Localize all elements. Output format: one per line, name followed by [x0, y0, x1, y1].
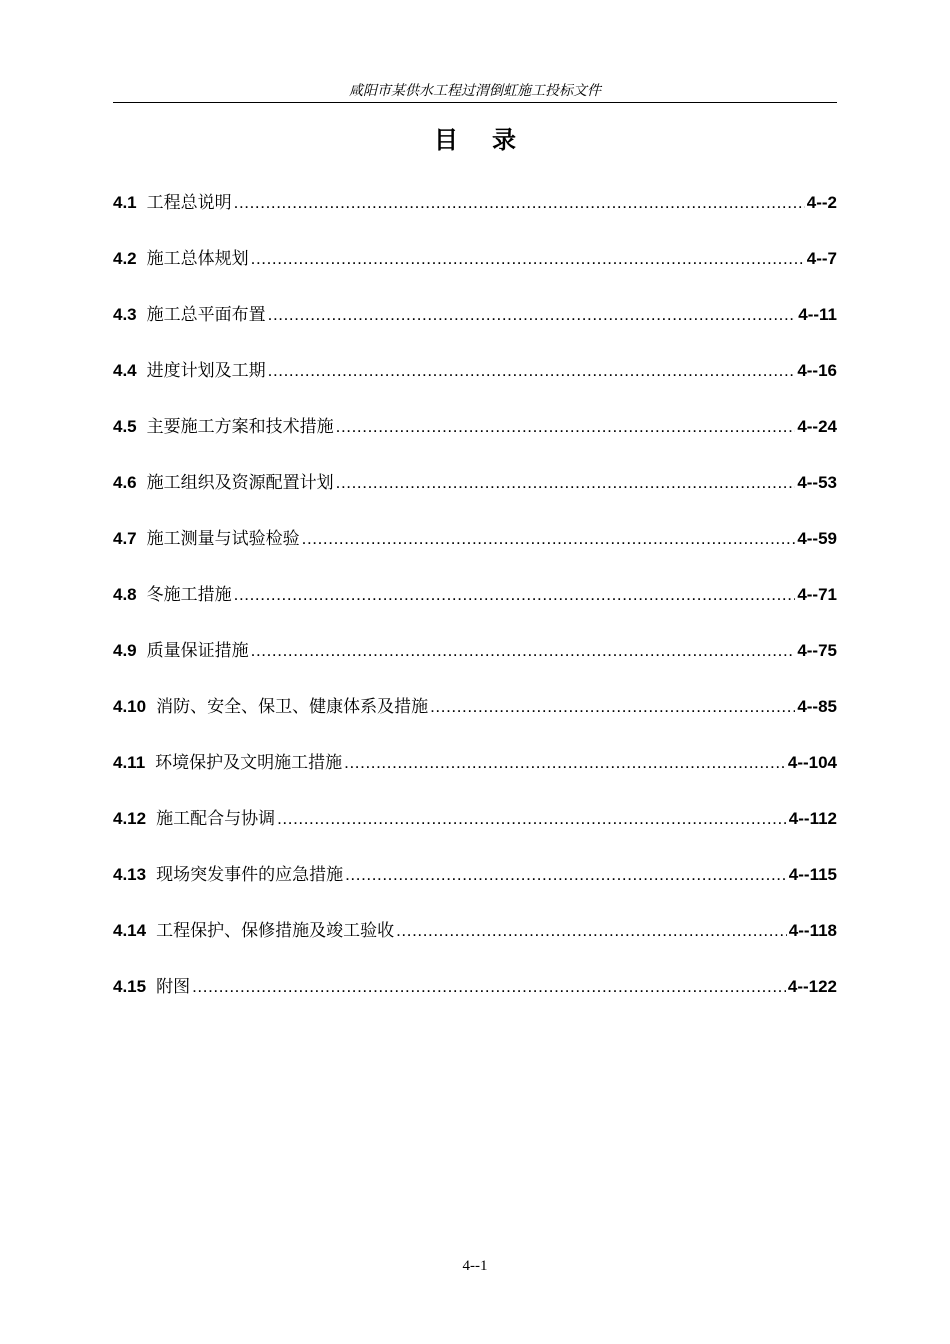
toc-entry-title: 主要施工方案和技术措施: [146, 417, 334, 437]
toc-entry-title: 环境保护及文明施工措施: [155, 753, 343, 773]
dot-leader: [192, 973, 786, 1001]
toc-entry-4-8[interactable]: [113, 581, 837, 637]
toc-entry-title: 质量保证措施: [146, 641, 249, 661]
toc-entry-4-6[interactable]: [113, 469, 837, 525]
toc-entry-title: 施工配合与协调: [156, 809, 276, 829]
dot-leader: [234, 581, 796, 609]
toc-entry-page: 4--122: [787, 977, 837, 996]
toc-entry-title: 施工组织及资源配置计划: [146, 473, 334, 493]
toc-entry-page: 4--118: [788, 921, 837, 940]
toc-entry-page: 4--75: [797, 641, 837, 660]
page-number: 4--1: [462, 1258, 488, 1274]
toc-entry-title: 进度计划及工期: [146, 361, 266, 381]
toc-entry-page: 4--24: [797, 417, 837, 436]
toc-entry-4-5[interactable]: [113, 413, 837, 469]
toc-list: [113, 189, 837, 1029]
dot-leader: [396, 917, 787, 945]
toc-entry-4-3[interactable]: [113, 301, 837, 357]
toc-entry-number: 4.7: [113, 529, 137, 548]
toc-entry-4-10[interactable]: [113, 693, 837, 749]
toc-entry-page: 4--71: [797, 585, 837, 604]
toc-entry-page: 4--104: [787, 753, 837, 772]
toc-entry-4-1[interactable]: [113, 189, 837, 245]
toc-entry-4-7[interactable]: [113, 525, 837, 581]
dot-leader: [268, 357, 796, 385]
toc-entry-4-12[interactable]: [113, 805, 837, 861]
toc-entry-number: 4.11: [113, 753, 146, 772]
dot-leader: [344, 749, 786, 777]
dot-leader: [336, 469, 796, 497]
toc-entry-4-15[interactable]: [113, 973, 837, 1029]
toc-entry-number: 4.15: [113, 977, 147, 996]
toc-entry-number: 4.6: [113, 473, 137, 492]
dot-leader: [234, 189, 805, 217]
dot-leader: [268, 301, 797, 329]
dot-leader: [277, 805, 787, 833]
toc-entry-page: 4--53: [797, 473, 837, 492]
dot-leader: [251, 245, 805, 273]
toc-entry-title: 附图: [156, 977, 191, 997]
toc-entry-number: 4.2: [113, 249, 137, 268]
toc-entry-number: 4.4: [113, 361, 137, 380]
toc-entry-title: 消防、安全、保卫、健康体系及措施: [156, 697, 429, 717]
toc-entry-number: 4.3: [113, 305, 137, 324]
toc-entry-number: 4.5: [113, 417, 137, 436]
toc-entry-page: 4--115: [788, 865, 837, 884]
toc-entry-4-13[interactable]: [113, 861, 837, 917]
toc-entry-4-4[interactable]: [113, 357, 837, 413]
toc-entry-number: 4.13: [113, 865, 147, 884]
toc-entry-title: 工程保护、保修措施及竣工验收: [156, 921, 395, 941]
toc-entry-number: 4.10: [113, 697, 147, 716]
toc-entry-title: 施工总平面布置: [146, 305, 266, 325]
toc-entry-number: 4.14: [113, 921, 147, 940]
toc-entry-number: 4.1: [113, 193, 137, 212]
toc-entry-4-2[interactable]: [113, 245, 837, 301]
dot-leader: [251, 637, 796, 665]
dot-leader: [336, 413, 796, 441]
toc-entry-number: 4.9: [113, 641, 137, 660]
toc-entry-page: 4--85: [797, 697, 837, 716]
toc-entry-page: 4--112: [788, 809, 837, 828]
toc-entry-title: 施工测量与试验检验: [146, 529, 300, 549]
page-header: 咸阳市某供水工程过渭倒虹施工投标文件: [349, 83, 601, 99]
dot-leader: [302, 525, 796, 553]
toc-entry-page: 4--2: [806, 193, 837, 212]
toc-entry-4-9[interactable]: [113, 637, 837, 693]
toc-entry-page: 4--16: [797, 361, 837, 380]
toc-entry-number: 4.8: [113, 585, 137, 604]
toc-entry-number: 4.12: [113, 809, 147, 828]
header-divider: [113, 102, 837, 103]
dot-leader: [345, 861, 787, 889]
toc-entry-page: 4--59: [797, 529, 837, 548]
dot-leader: [430, 693, 795, 721]
toc-entry-title: 冬施工措施: [146, 585, 232, 605]
toc-entry-title: 现场突发事件的应急措施: [156, 865, 344, 885]
toc-entry-page: 4--7: [806, 249, 837, 268]
toc-title: 目录: [434, 126, 550, 154]
toc-entry-4-11[interactable]: [113, 749, 837, 805]
toc-entry-4-14[interactable]: [113, 917, 837, 973]
toc-entry-title: 施工总体规划: [146, 249, 249, 269]
toc-entry-page: 4--11: [798, 305, 837, 324]
toc-entry-title: 工程总说明: [146, 193, 232, 213]
